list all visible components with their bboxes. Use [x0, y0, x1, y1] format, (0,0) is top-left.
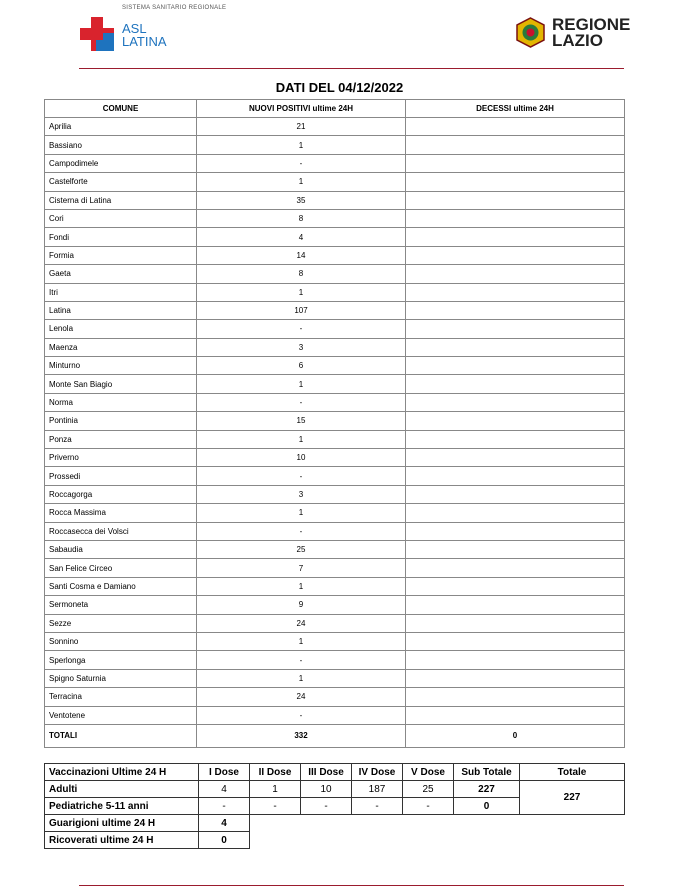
table-row — [45, 651, 625, 669]
comune-cell: Priverno — [45, 449, 197, 467]
positivi-cell: 24 — [197, 614, 406, 632]
table-row — [45, 504, 625, 522]
decessi-cell — [406, 136, 625, 154]
col-header-positivi: NUOVI POSITIVI ultime 24H — [197, 100, 406, 118]
positivi-cell: 24 — [197, 688, 406, 706]
decessi-cell — [406, 632, 625, 650]
comune-cell: Roccasecca dei Volsci — [45, 522, 197, 540]
comune-cell: Lenola — [45, 320, 197, 338]
vacc-pediatriche-label: Pediatriche 5-11 anni — [45, 798, 199, 815]
comune-cell: Norma — [45, 393, 197, 411]
vacc-header-subtotal: Sub Totale — [454, 764, 520, 781]
decessi-cell — [406, 430, 625, 448]
comune-cell: Maenza — [45, 338, 197, 356]
totals-row — [45, 724, 625, 747]
positivi-cell: 1 — [197, 504, 406, 522]
table-row — [45, 430, 625, 448]
positivi-cell: 1 — [197, 375, 406, 393]
comune-cell: Terracina — [45, 688, 197, 706]
table-row — [45, 209, 625, 227]
positivi-cell: - — [197, 393, 406, 411]
decessi-cell — [406, 577, 625, 595]
vacc-pediatriche-dose5: - — [403, 798, 454, 815]
positivi-cell: 1 — [197, 283, 406, 301]
positivi-cell: 21 — [197, 118, 406, 136]
positivi-cell: 9 — [197, 596, 406, 614]
col-header-comune: COMUNE — [45, 100, 197, 118]
table-row — [45, 485, 625, 503]
table-row — [45, 191, 625, 209]
comune-cell: Campodimele — [45, 154, 197, 172]
ricoverati-row — [45, 832, 625, 849]
table-row — [45, 596, 625, 614]
vacc-header-row — [45, 764, 625, 781]
decessi-cell — [406, 357, 625, 375]
table-row — [45, 393, 625, 411]
decessi-cell — [406, 614, 625, 632]
decessi-cell — [406, 449, 625, 467]
decessi-cell — [406, 393, 625, 411]
comune-cell: Monte San Biagio — [45, 375, 197, 393]
decessi-cell — [406, 706, 625, 724]
table-row — [45, 614, 625, 632]
comune-cell: Formia — [45, 246, 197, 264]
decessi-cell — [406, 191, 625, 209]
decessi-cell — [406, 540, 625, 558]
comune-cell: Castelforte — [45, 173, 197, 191]
comune-cell: Latina — [45, 301, 197, 319]
vacc-adulti-dose2: 1 — [250, 781, 301, 798]
table-row — [45, 228, 625, 246]
table-row — [45, 357, 625, 375]
positives-table — [44, 99, 625, 748]
vacc-adulti-dose5: 25 — [403, 781, 454, 798]
positivi-cell: 1 — [197, 430, 406, 448]
table-row — [45, 706, 625, 724]
vacc-adulti-label: Adulti — [45, 781, 199, 798]
comune-cell: Sperlonga — [45, 651, 197, 669]
decessi-cell — [406, 265, 625, 283]
positivi-cell: 1 — [197, 136, 406, 154]
table-row — [45, 320, 625, 338]
asl-cross-logo — [80, 17, 114, 51]
positivi-cell: 1 — [197, 632, 406, 650]
decessi-cell — [406, 338, 625, 356]
vacc-pediatriche-dose1: - — [199, 798, 250, 815]
decessi-cell — [406, 412, 625, 430]
comune-cell: Cisterna di Latina — [45, 191, 197, 209]
decessi-cell — [406, 669, 625, 687]
decessi-cell — [406, 283, 625, 301]
comune-cell: Ponza — [45, 430, 197, 448]
comune-cell: Bassiano — [45, 136, 197, 154]
vacc-row-adulti — [45, 781, 625, 798]
vacc-pediatriche-dose3: - — [301, 798, 352, 815]
decessi-cell — [406, 596, 625, 614]
ricoverati-value: 0 — [199, 832, 250, 849]
vacc-header-dose1: I Dose — [199, 764, 250, 781]
positivi-cell: - — [197, 522, 406, 540]
positivi-cell: - — [197, 320, 406, 338]
comune-cell: San Felice Circeo — [45, 559, 197, 577]
table-row — [45, 577, 625, 595]
vacc-header-dose4: IV Dose — [352, 764, 403, 781]
col-header-decessi: DECESSI ultime 24H — [406, 100, 625, 118]
decessi-cell — [406, 320, 625, 338]
comune-cell: Rocca Massima — [45, 504, 197, 522]
table-row — [45, 246, 625, 264]
vacc-header-dose2: II Dose — [250, 764, 301, 781]
vacc-header-total: Totale — [520, 764, 625, 781]
table-row — [45, 136, 625, 154]
guarigioni-row — [45, 815, 625, 832]
decessi-cell — [406, 118, 625, 136]
table-row — [45, 522, 625, 540]
table-row — [45, 118, 625, 136]
decessi-cell — [406, 559, 625, 577]
positivi-cell: 25 — [197, 540, 406, 558]
regione-lazio-emblem — [515, 17, 546, 48]
positivi-cell: 3 — [197, 338, 406, 356]
table-row — [45, 375, 625, 393]
table-header-row — [45, 100, 625, 118]
decessi-cell — [406, 522, 625, 540]
totals-label: TOTALI — [45, 724, 197, 747]
decessi-cell — [406, 209, 625, 227]
vacc-adulti-dose4: 187 — [352, 781, 403, 798]
positivi-cell: 6 — [197, 357, 406, 375]
table-row — [45, 559, 625, 577]
vacc-header-dose3: III Dose — [301, 764, 352, 781]
comune-cell: Minturno — [45, 357, 197, 375]
positivi-cell: 1 — [197, 669, 406, 687]
positivi-cell: 14 — [197, 246, 406, 264]
page-title: DATI DEL 04/12/2022 — [275, 80, 404, 95]
vacc-adulti-dose3: 10 — [301, 781, 352, 798]
comune-cell: Sezze — [45, 614, 197, 632]
decessi-cell — [406, 688, 625, 706]
ricoverati-label: Ricoverati ultime 24 H — [45, 832, 199, 849]
comune-cell: Cori — [45, 209, 197, 227]
positivi-cell: 35 — [197, 191, 406, 209]
table-row — [45, 265, 625, 283]
decessi-cell — [406, 375, 625, 393]
positivi-cell: 7 — [197, 559, 406, 577]
comune-cell: Sermoneta — [45, 596, 197, 614]
vacc-header-dose5: V Dose — [403, 764, 454, 781]
comune-cell: Spigno Saturnia — [45, 669, 197, 687]
comune-cell: Pontinia — [45, 412, 197, 430]
comune-cell: Gaeta — [45, 265, 197, 283]
positivi-cell: - — [197, 706, 406, 724]
comune-cell: Sabaudia — [45, 540, 197, 558]
table-row — [45, 669, 625, 687]
header-divider — [79, 68, 624, 69]
page-header — [0, 0, 679, 68]
comune-cell: Sonnino — [45, 632, 197, 650]
comune-cell: Aprilia — [45, 118, 197, 136]
totals-decessi: 0 — [406, 724, 625, 747]
decessi-cell — [406, 301, 625, 319]
comune-cell: Santi Cosma e Damiano — [45, 577, 197, 595]
vaccinations-table — [44, 763, 625, 849]
table-row — [45, 301, 625, 319]
comune-cell: Ventotene — [45, 706, 197, 724]
positivi-cell: 1 — [197, 173, 406, 191]
table-row — [45, 154, 625, 172]
positivi-cell: 8 — [197, 209, 406, 227]
table-row — [45, 540, 625, 558]
vacc-pediatriche-dose4: - — [352, 798, 403, 815]
positivi-cell: 107 — [197, 301, 406, 319]
positivi-cell: 4 — [197, 228, 406, 246]
comune-cell: Roccagorga — [45, 485, 197, 503]
table-row — [45, 173, 625, 191]
vacc-pediatriche-dose2: - — [250, 798, 301, 815]
positivi-cell: 8 — [197, 265, 406, 283]
comune-cell: Fondi — [45, 228, 197, 246]
totals-positivi: 332 — [197, 724, 406, 747]
decessi-cell — [406, 485, 625, 503]
positivi-cell: - — [197, 467, 406, 485]
decessi-cell — [406, 228, 625, 246]
positivi-cell: 15 — [197, 412, 406, 430]
positivi-cell: 1 — [197, 577, 406, 595]
table-row — [45, 283, 625, 301]
comune-cell: Itri — [45, 283, 197, 301]
decessi-cell — [406, 246, 625, 264]
table-row — [45, 412, 625, 430]
vacc-pediatriche-subtotal: 0 — [454, 798, 520, 815]
decessi-cell — [406, 467, 625, 485]
vacc-adulti-subtotal: 227 — [454, 781, 520, 798]
decessi-cell — [406, 504, 625, 522]
vacc-total: 227 — [520, 781, 625, 815]
table-row — [45, 449, 625, 467]
table-row — [45, 688, 625, 706]
table-row — [45, 467, 625, 485]
footer-divider — [79, 885, 624, 886]
comune-cell: Prossedi — [45, 467, 197, 485]
positivi-cell: 10 — [197, 449, 406, 467]
vacc-header-title: Vaccinazioni Ultime 24 H — [45, 764, 199, 781]
regione-lazio-wordmark: REGIONE LAZIO — [552, 15, 631, 50]
positivi-cell: - — [197, 154, 406, 172]
vacc-adulti-dose1: 4 — [199, 781, 250, 798]
decessi-cell — [406, 154, 625, 172]
guarigioni-value: 4 — [199, 815, 250, 832]
positivi-cell: - — [197, 651, 406, 669]
table-row — [45, 632, 625, 650]
decessi-cell — [406, 651, 625, 669]
system-label: SISTEMA SANITARIO REGIONALE — [122, 5, 227, 11]
decessi-cell — [406, 173, 625, 191]
guarigioni-label: Guarigioni ultime 24 H — [45, 815, 199, 832]
asl-wordmark: ASL LATINA — [122, 21, 167, 49]
table-row — [45, 338, 625, 356]
positivi-cell: 3 — [197, 485, 406, 503]
